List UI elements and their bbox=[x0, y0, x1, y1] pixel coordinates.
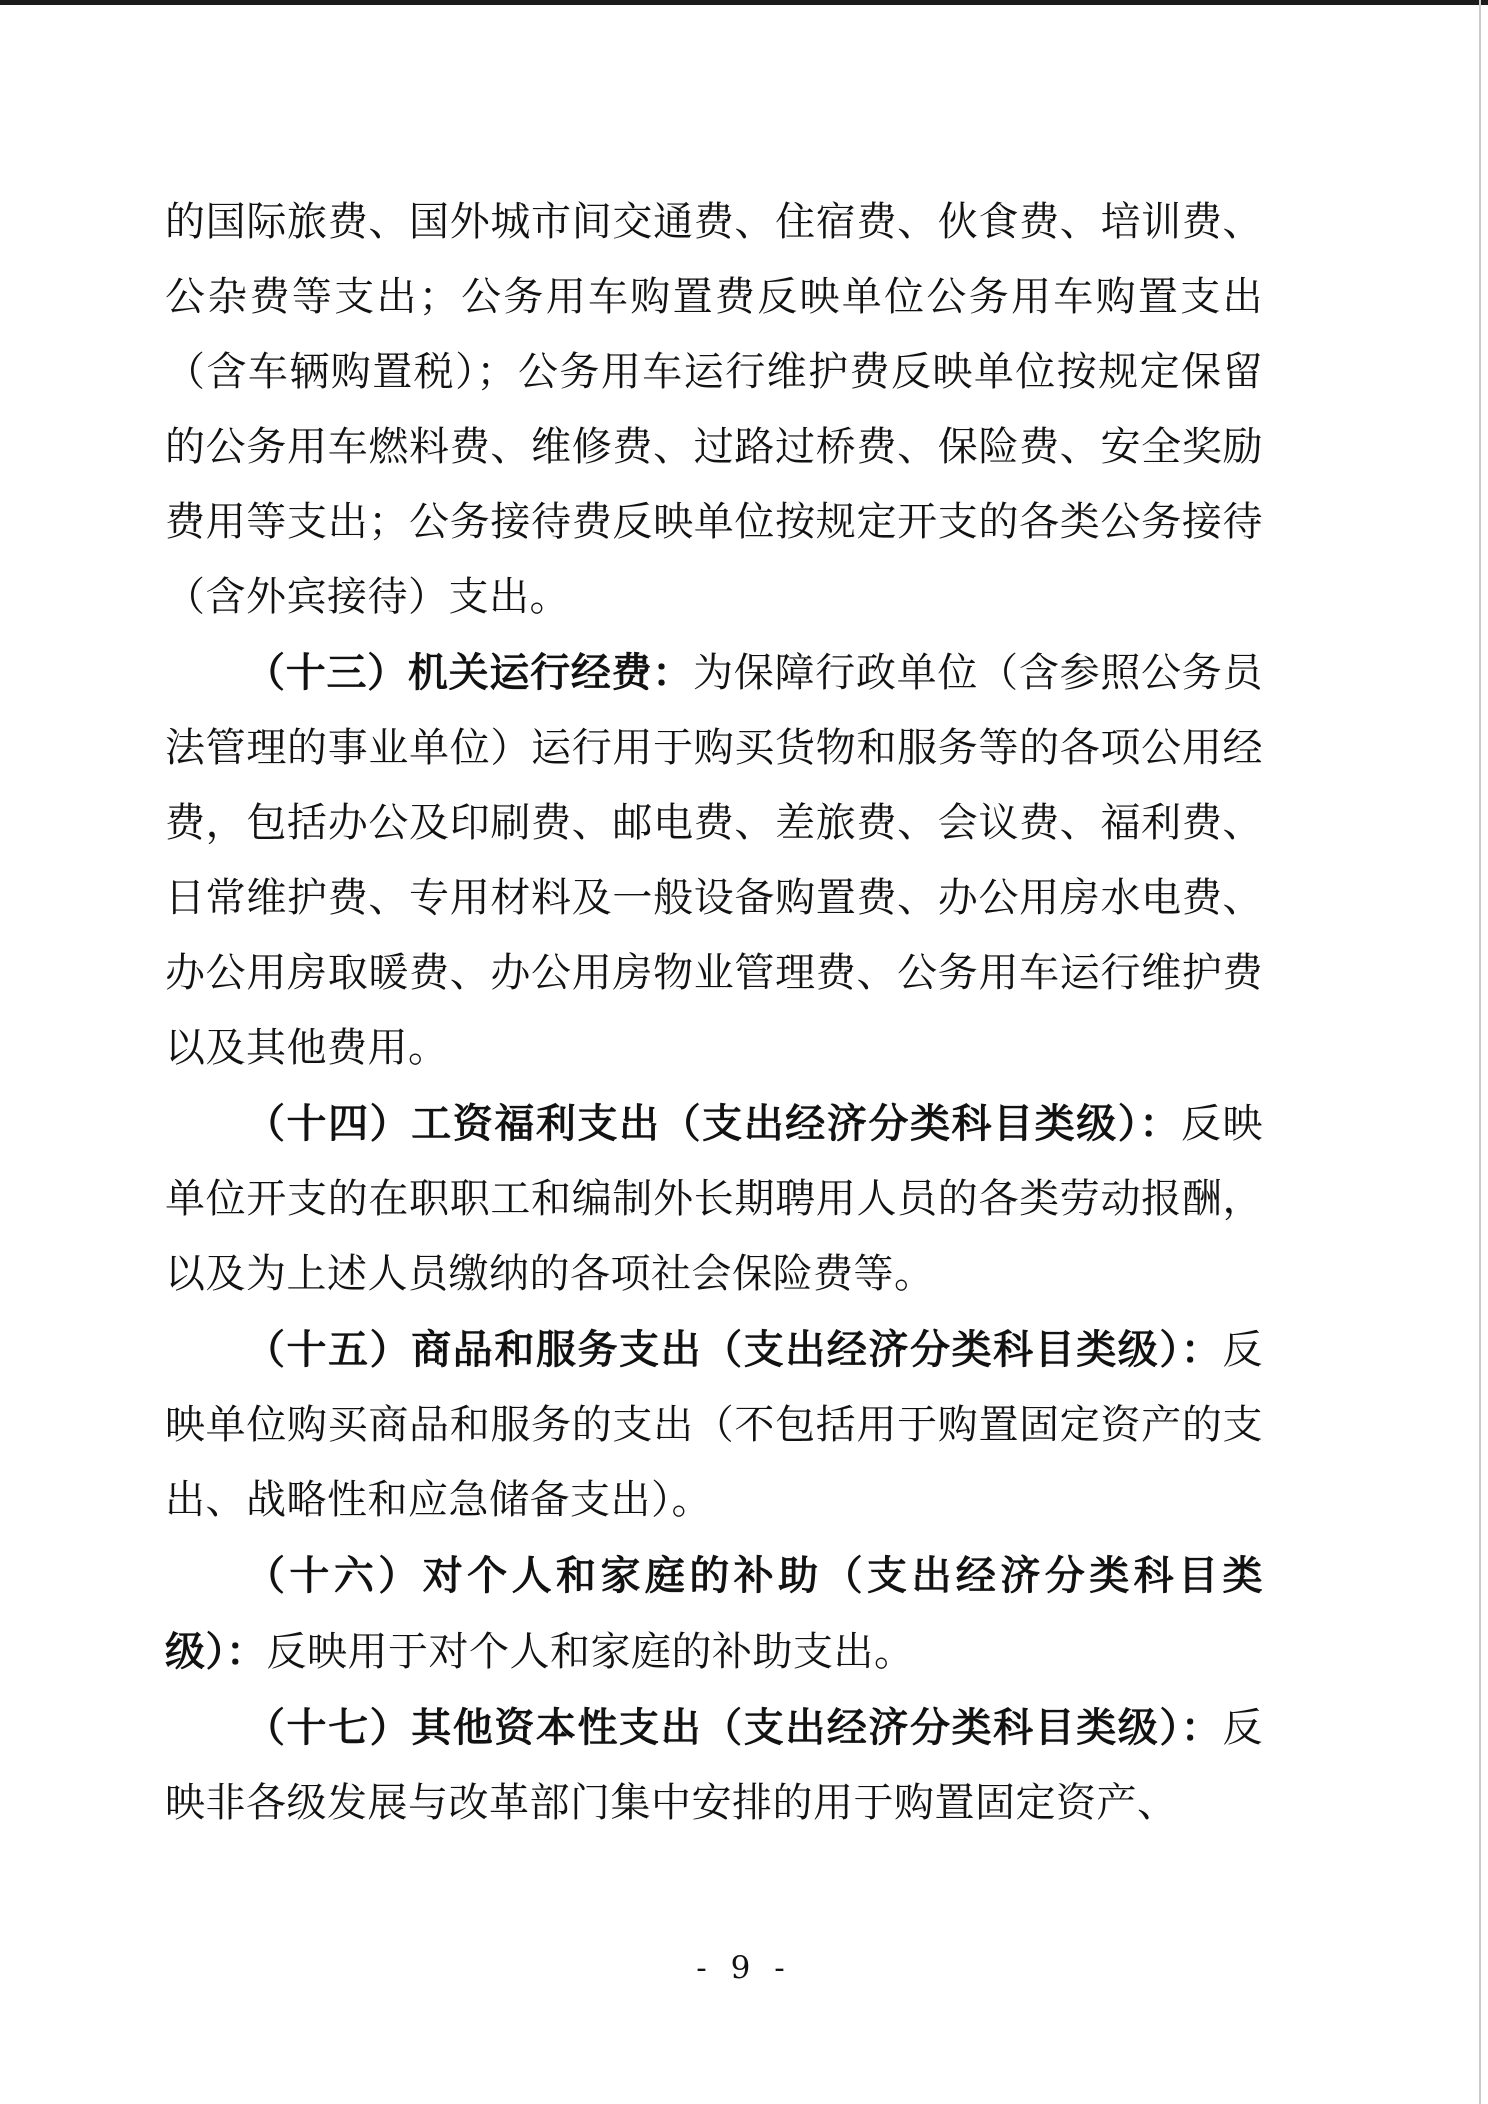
body-text-run: 的国际旅费、国外城市间交通费、住宿费、伙食费、培训费、公杂费等支出；公务用车购置费反映单位公务用车购置支出（含车辆购置税）；公务用车运行维护费反映单位按规定保留的公务用车燃料费、维修费、过路过桥费、保险费、安全奖励费用等支出；公务接待费反映单位按规定开支的各类公务接待（含外宾接待）支出。 bbox=[165, 199, 1263, 620]
section-heading-run: （十四）工资福利支出（支出经济分类科目类级）： bbox=[245, 1100, 1181, 1147]
page-number: - 9 - bbox=[696, 1950, 792, 1986]
page-right-edge-line bbox=[1479, 0, 1481, 2104]
body-text-run: 反映非各级发展与改革部门集中安排的用于购置固定资产、 bbox=[165, 1705, 1263, 1826]
top-edge-bar bbox=[0, 0, 1488, 5]
section-heading-run: （十六）对个人和家庭的补助（支出经济分类科目类级）： bbox=[165, 1552, 1263, 1675]
body-text-run: 反映单位购买商品和服务的支出（不包括用于购置固定资产的支出、战略性和应急储备支出）。 bbox=[165, 1327, 1263, 1523]
paragraph bbox=[165, 1086, 1263, 1312]
body-text-run: 为保障行政单位（含参照公务员法管理的事业单位）运行用于购买货物和服务等的各项公用经费，包括办公及印刷费、邮电费、差旅费、会议费、福利费、日常维护费、专用材料及一般设备购置费、办公用房水电费、办公用房取暖费、办公用房物业管理费、公务用车运行维护费以及其他费用。 bbox=[165, 650, 1264, 1071]
paragraph bbox=[165, 1538, 1263, 1690]
paragraph bbox=[165, 635, 1263, 1086]
paragraph bbox=[165, 1690, 1263, 1841]
section-heading-run: （十三）机关运行经费： bbox=[245, 649, 694, 696]
body-text-run: 反映用于对个人和家庭的补助支出。 bbox=[266, 1629, 915, 1675]
document-body bbox=[165, 185, 1263, 1841]
paragraph bbox=[165, 185, 1263, 635]
section-heading-run: （十五）商品和服务支出（支出经济分类科目类级）： bbox=[245, 1326, 1223, 1373]
paragraph bbox=[165, 1312, 1263, 1538]
section-heading-run: （十七）其他资本性支出（支出经济分类科目类级）： bbox=[245, 1704, 1223, 1751]
body-text-run: 反映单位开支的在职职工和编制外长期聘用人员的各类劳动报酬，以及为上述人员缴纳的各项社会保险费等。 bbox=[165, 1101, 1263, 1297]
